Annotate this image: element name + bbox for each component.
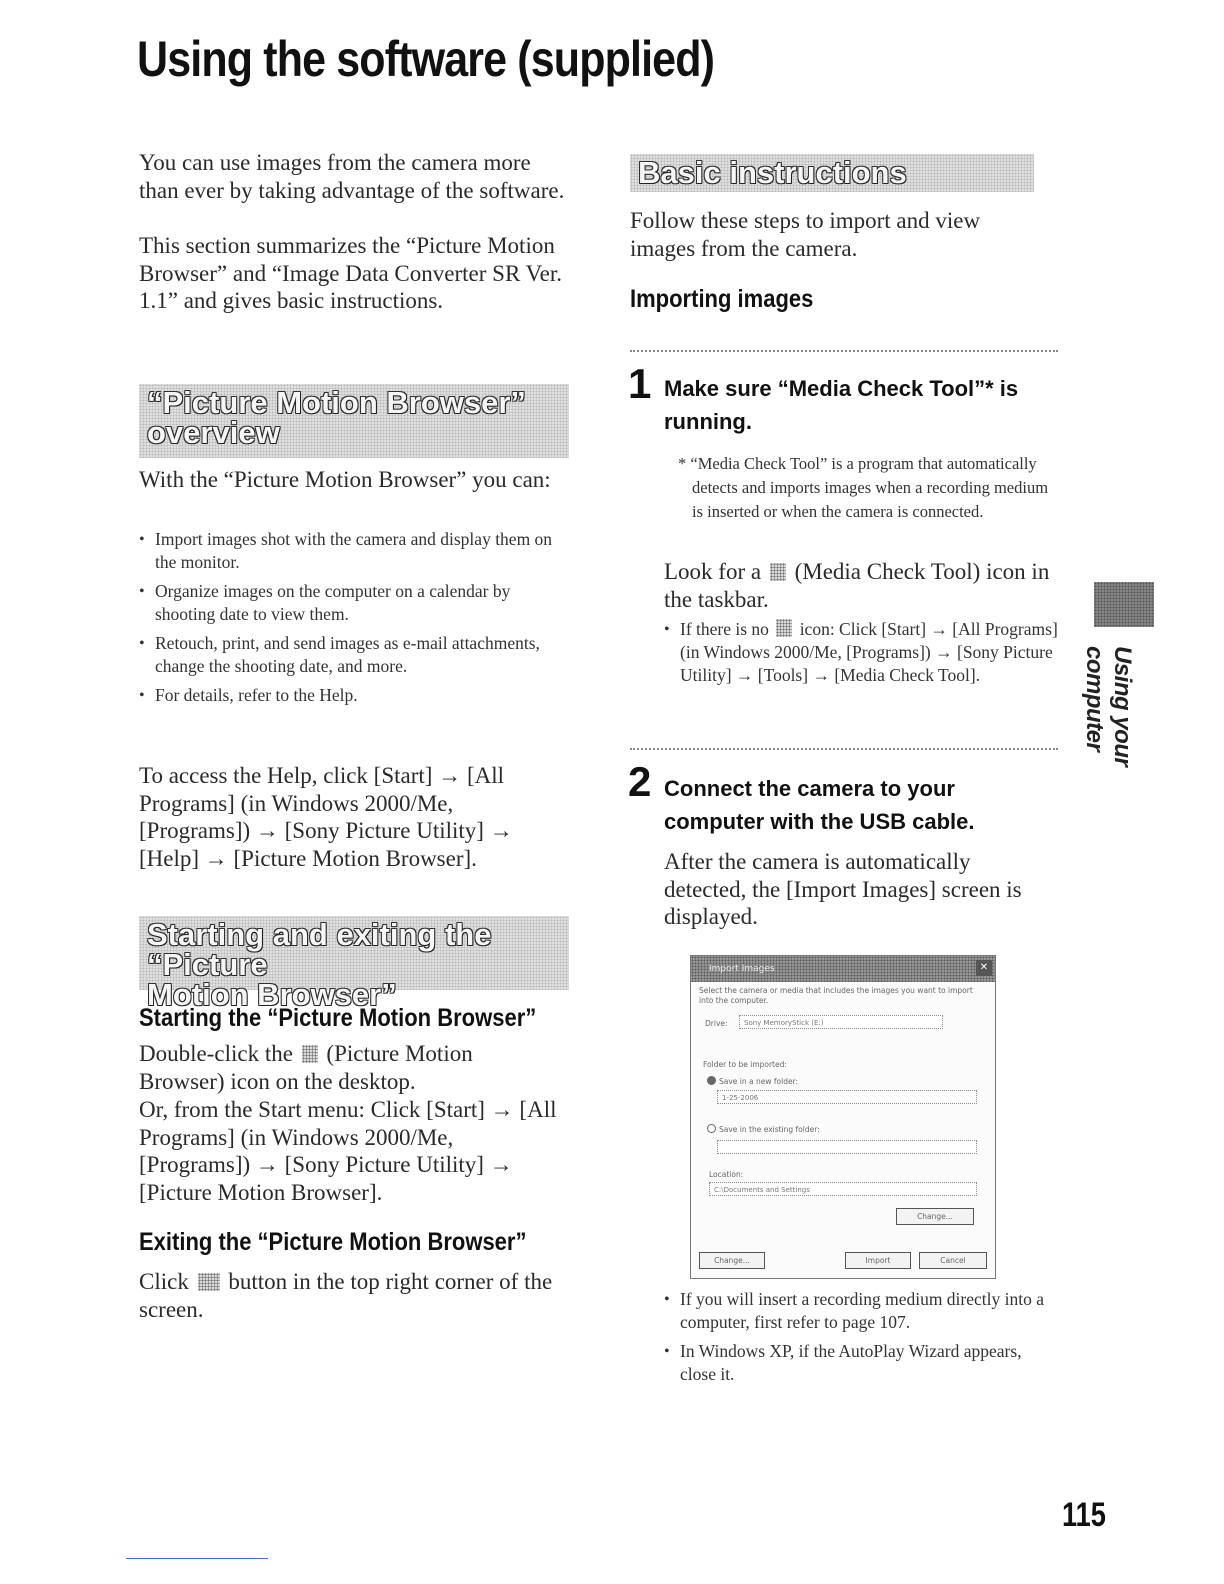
step-1-title: Make sure “Media Check Tool”* is running. (664, 376, 1019, 434)
footer-rule (126, 1558, 268, 1559)
look-text-pre: Look for a (664, 559, 762, 584)
option-new-folder[interactable] (707, 1076, 798, 1086)
section-heading-start-exit (139, 916, 569, 1012)
list-item: • In Windows XP, if the AutoPlay Wizard appears, close it. (664, 1340, 1054, 1386)
location-label: Location: (709, 1170, 744, 1179)
overview-lead: With the “Picture Motion Browser” you can: (139, 467, 551, 492)
option-new-folder-label: Save in a new folder: (719, 1077, 799, 1086)
intro-paragraph: You can use images from the camera more than ever by taking advantage of the software. (139, 150, 565, 203)
location-input[interactable]: C:\Documents and Settings (709, 1182, 977, 1196)
close-icon[interactable]: ✕ (976, 960, 992, 976)
list-item: • Retouch, print, and send images as e-mail attachments, change the shooting date, and more. (139, 632, 569, 678)
option-existing-folder[interactable] (707, 1124, 820, 1134)
import-button[interactable]: Import (845, 1252, 911, 1269)
bullet-text-pre: If there is no (680, 619, 769, 639)
starting-heading: Starting the “Picture Motion Browser” (139, 1004, 537, 1032)
new-folder-input[interactable]: 1-25-2006 (717, 1090, 977, 1104)
dialog-instruction-2: into the computer. (699, 996, 769, 1005)
media-check-tool-icon (770, 563, 786, 581)
section-heading-line: overview (147, 415, 280, 450)
help-instructions: To access the Help, click [Start] → [All Programs] (in Windows 2000/Me, [Programs]) → [Sony Picture Utility] → [Help] → [Picture Motion Browser]. (139, 763, 513, 871)
dialog-title: Import Images (709, 964, 775, 974)
list-item: • If you will insert a recording medium directly into a computer, first refer to page 107. (664, 1288, 1054, 1334)
exiting-text-post: button in the top right corner of the screen. (139, 1269, 553, 1322)
list-item (664, 618, 1064, 687)
step-number-1: 1 (628, 360, 652, 407)
close-icon (198, 1273, 220, 1291)
basic-lead: Follow these steps to import and view images from the camera. (630, 208, 981, 261)
dialog-title-bar (691, 956, 995, 982)
step-1-note: * “Media Check Tool” is a program that automatically detects and imports images when a recording medium is inserted or when the camera is connected. (678, 454, 1049, 521)
starting-text-post: (Picture Motion Browser) icon on the desktop. (139, 1041, 473, 1094)
step-number-2: 2 (628, 758, 652, 805)
starting-text-pre: Double-click the (139, 1041, 293, 1066)
list-item: • For details, refer to the Help. (139, 684, 569, 707)
section-heading-line: Basic instructions (638, 155, 907, 190)
step-2-title: Connect the camera to your computer with the USB cable. (664, 776, 975, 834)
folder-label: Folder to be imported: (703, 1060, 787, 1069)
exiting-text (139, 1268, 559, 1323)
step-1-bullets (664, 618, 1064, 693)
step-1-look-text (664, 558, 1064, 613)
starting-text (139, 1040, 559, 1095)
page-number: 115 (1062, 1496, 1106, 1534)
radio-existing-folder[interactable] (707, 1124, 716, 1133)
exiting-text-pre: Click (139, 1269, 189, 1294)
dialog-instruction: Select the camera or media that includes the images you want to import (699, 986, 973, 995)
page-title: Using the software (supplied) (137, 31, 715, 87)
drive-label: Drive: (705, 1019, 728, 1028)
option-existing-folder-label: Save in the existing folder: (719, 1125, 820, 1134)
radio-new-folder[interactable] (707, 1076, 716, 1085)
list-item: • Organize images on the computer on a calendar by shooting date to view them. (139, 580, 569, 626)
section-heading-overview (139, 384, 569, 458)
cancel-button[interactable]: Cancel (919, 1252, 987, 1269)
divider (630, 748, 1058, 750)
side-tab-label: Using your computer (1081, 646, 1136, 767)
list-item: • Import images shot with the camera and display them on the monitor. (139, 528, 569, 574)
after-dialog-bullets (664, 1288, 1054, 1392)
step-2-text: After the camera is automatically detected, the [Import Images] screen is displayed. (664, 849, 1022, 929)
existing-folder-select[interactable] (717, 1140, 977, 1154)
section-heading-line: Motion Browser” (147, 977, 397, 1012)
change-button[interactable]: Change... (699, 1252, 765, 1269)
change-location-button[interactable]: Change... (896, 1208, 974, 1225)
section-heading-line: Starting and exiting the “Picture (147, 917, 492, 982)
media-check-tool-icon (776, 619, 792, 637)
exiting-heading: Exiting the “Picture Motion Browser” (139, 1228, 527, 1256)
importing-heading: Importing images (630, 285, 814, 313)
intro-paragraph-2: This section summarizes the “Picture Motion Browser” and “Image Data Converter SR Ver. 1.1” and gives basic instructions. (139, 233, 563, 313)
overview-bullet-list (139, 528, 569, 713)
import-images-dialog (690, 955, 996, 1279)
side-tab-marker (1094, 582, 1154, 627)
drive-select[interactable]: Sony MemoryStick (E:) (739, 1015, 943, 1029)
look-text-post: (Media Check Tool) icon in the taskbar. (664, 559, 1050, 612)
bullet-text-post: icon: Click [Start] → [All Programs] (in Windows 2000/Me, [Programs]) → [Sony Picture Utility] → [Tools] → [Media Check Tool]. (680, 619, 1058, 685)
section-heading-basic (630, 154, 1034, 192)
starting-text-2: Or, from the Start menu: Click [Start] → [All Programs] (in Windows 2000/Me, [Programs]) → [Sony Picture Utility] → [Picture Motion Browser]. (139, 1097, 557, 1205)
picture-motion-browser-icon (302, 1045, 318, 1063)
section-heading-line: “Picture Motion Browser” (147, 385, 526, 420)
divider (630, 350, 1058, 352)
